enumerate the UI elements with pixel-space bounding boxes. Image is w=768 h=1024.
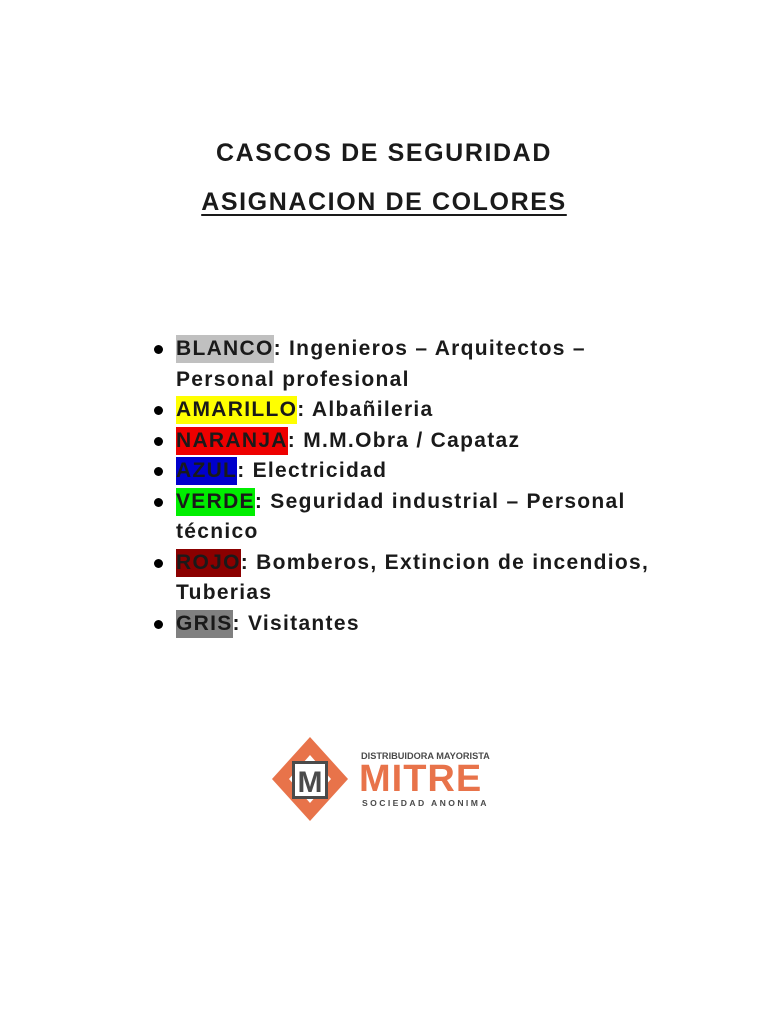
logo-top-text: DISTRIBUIDORA MAYORISTA xyxy=(361,751,490,761)
logo-bottom-text: SOCIEDAD ANONIMA xyxy=(362,798,489,808)
item-description: : Visitantes xyxy=(232,611,360,635)
item-description: : Seguridad industrial – Personal técnico xyxy=(176,489,626,543)
item-description: : Electricidad xyxy=(237,459,388,482)
bullet-icon xyxy=(154,467,163,476)
color-label-rojo: ROJO xyxy=(176,549,241,577)
color-label-verde: VERDE xyxy=(176,488,255,516)
logo-brand-name: MITRE xyxy=(359,758,483,800)
list-item-azul xyxy=(150,456,670,487)
item-description: : Bomberos, Extincion de incendios, Tuberias xyxy=(176,550,650,604)
item-description: : Albañileria xyxy=(297,398,434,421)
bullet-icon xyxy=(154,406,163,415)
color-label-amarillo: AMARILLO xyxy=(176,396,297,424)
color-label-azul: AZUL xyxy=(176,457,237,485)
bullet-icon xyxy=(154,559,163,568)
logo-letter: M xyxy=(297,766,323,799)
bullet-icon xyxy=(154,620,163,629)
bullet-icon xyxy=(154,345,163,354)
bullet-icon xyxy=(154,498,163,507)
list-item-gris xyxy=(150,609,670,640)
document-title: CASCOS DE SEGURIDAD xyxy=(216,139,552,167)
list-item-amarillo xyxy=(150,395,670,426)
list-item-blanco xyxy=(150,334,670,395)
list-item-rojo xyxy=(150,548,670,609)
logo-emblem-icon xyxy=(272,737,348,821)
color-label-gris: GRIS xyxy=(176,610,233,638)
document-subtitle: ASIGNACION DE COLORES xyxy=(201,188,567,216)
company-logo xyxy=(270,735,510,825)
bullet-icon xyxy=(154,437,163,446)
color-label-naranja: NARANJA xyxy=(176,427,288,455)
helmet-color-list xyxy=(150,334,670,639)
item-description: : M.M.Obra / Capataz xyxy=(287,428,521,452)
color-label-blanco: BLANCO xyxy=(176,335,274,363)
list-item-verde xyxy=(150,487,670,548)
list-item-naranja xyxy=(150,426,670,457)
item-description: : Ingenieros – Arquitectos – Personal profesional xyxy=(176,337,586,391)
